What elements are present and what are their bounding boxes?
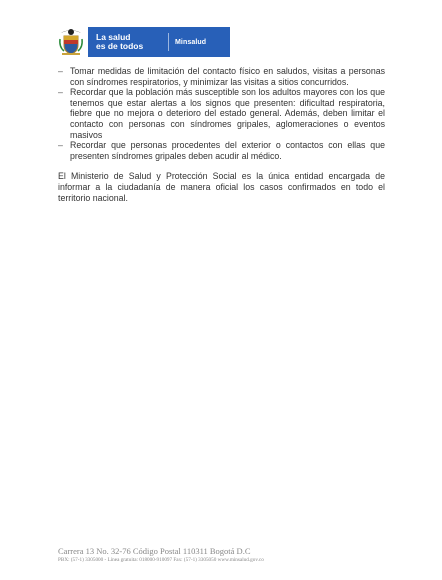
footer-address: Carrera 13 No. 32-76 Código Postal 110311 Bogotá D.C (58, 546, 251, 556)
list-item: – Recordar que personas procedentes del exterior o contactos con ellas que presenten síndromes gripales deben acudir al médico. (70, 140, 385, 161)
footer (58, 546, 264, 564)
header (58, 26, 230, 58)
minsalud-logo (88, 27, 230, 57)
ministry-name: Minsalud (175, 38, 207, 46)
slogan (88, 33, 166, 51)
slogan-line1: La salud (96, 32, 131, 42)
document-body (58, 66, 385, 203)
footer-contact: PBX: (57-1) 3305000 - Línea gratuita: 018000-910097 Fax: (57-1) 3305050 www.minsalud.gov.co (58, 557, 264, 563)
closing-paragraph: El Ministerio de Salud y Protección Social es la única entidad encargada de informar a la ciudadanía de manera oficial los casos confirmados en todo el territorio nacional. (58, 171, 385, 203)
logo-divider (168, 33, 169, 51)
coat-of-arms-icon (58, 27, 84, 57)
slogan-line2: es de todos (96, 41, 144, 51)
recommendation-list (58, 66, 385, 161)
list-item: – Tomar medidas de limitación del contacto físico en saludos, visitas a personas con síndromes respiratorios, y minimizar las visitas a sitios concurridos. (70, 66, 385, 87)
list-item: – Recordar que la población más susceptible son los adultos mayores con los que tenemos que estar alertas a los signos que presenten: dificultad respiratoria, fiebre que no mejora o deterioro del estado general. Además, deben limitar el contacto con personas con síndromes gripales, aglomeraciones o eventos masivos (70, 87, 385, 140)
